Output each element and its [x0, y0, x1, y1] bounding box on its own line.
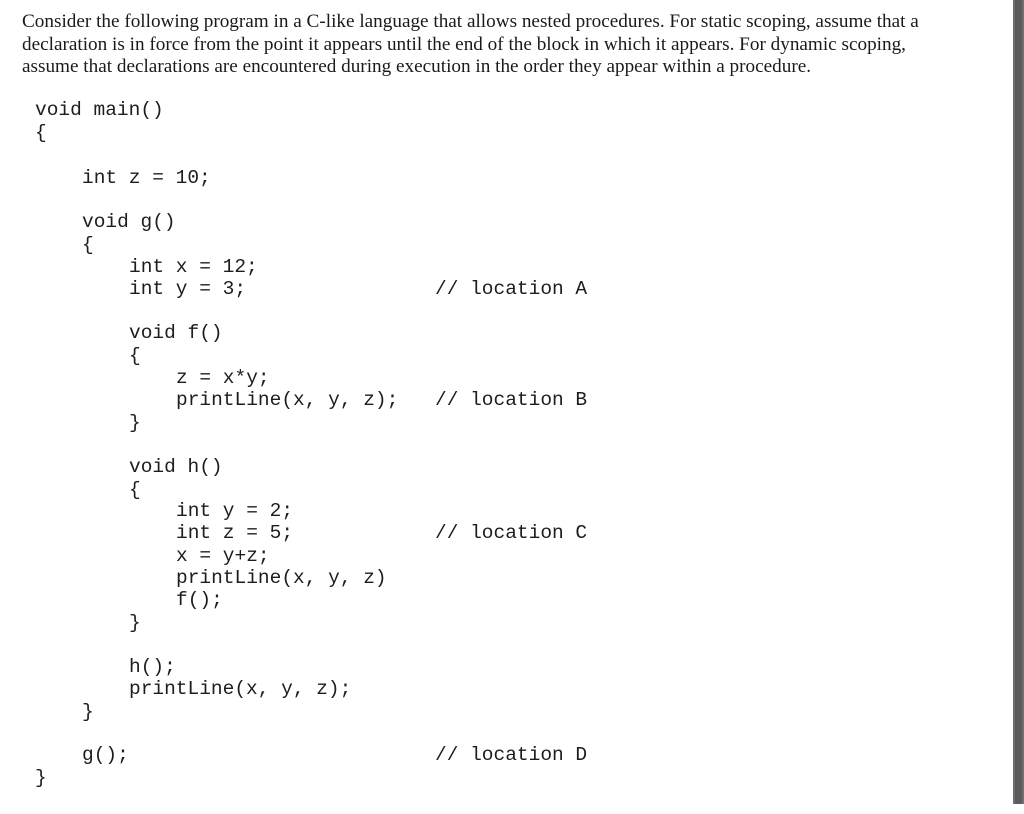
- code-line-g-call-h: h();: [129, 656, 176, 678]
- code-line-g-close-brace: }: [82, 701, 94, 723]
- code-line-h-int-y: int y = 2;: [176, 500, 294, 522]
- code-line-f-print: printLine(x, y, z);: [176, 389, 399, 411]
- code-line-g-print: printLine(x, y, z);: [129, 678, 352, 700]
- code-line-h-int-z: int z = 5;: [176, 522, 294, 544]
- code-line-f-declaration: void f(): [129, 322, 223, 344]
- code-line-h-open-brace: {: [129, 479, 141, 501]
- code-line-g-declaration: void g(): [82, 211, 176, 233]
- code-line-f-assignment: z = x*y;: [176, 367, 270, 389]
- code-line-h-print: printLine(x, y, z): [176, 567, 387, 589]
- code-line-g-int-x: int x = 12;: [129, 256, 258, 278]
- comment-location-c: // location C: [435, 522, 588, 544]
- code-line-g-open-brace: {: [82, 234, 94, 256]
- code-line-int-z: int z = 10;: [82, 167, 211, 189]
- code-line-main-declaration: void main(): [35, 99, 164, 121]
- code-line-h-close-brace: }: [129, 612, 141, 634]
- code-line-h-assignment: x = y+z;: [176, 545, 270, 567]
- code-line-f-close-brace: }: [129, 412, 141, 434]
- code-line-h-call-f: f();: [176, 589, 223, 611]
- code-line-h-declaration: void h(): [129, 456, 223, 478]
- scrollbar-track[interactable]: [1015, 0, 1022, 804]
- code-line-main-close-brace: }: [35, 767, 47, 789]
- code-line-main-open-brace: {: [35, 122, 47, 144]
- comment-location-d: // location D: [435, 744, 588, 766]
- code-line-f-open-brace: {: [129, 345, 141, 367]
- code-line-main-call-g: g();: [82, 744, 129, 766]
- code-line-g-int-y: int y = 3;: [129, 278, 247, 300]
- problem-statement: Consider the following program in a C-like language that allows nested procedures. For static scoping, assume that a declaration is in force from the point it appears until the end of the block in which it appears. For dynamic scoping, assume that declarations are encountered during execution in the order they appear within a procedure.: [22, 11, 919, 78]
- comment-location-b: // location B: [435, 389, 588, 411]
- window-edge-scrollbar[interactable]: [1013, 0, 1024, 804]
- comment-location-a: // location A: [435, 278, 588, 300]
